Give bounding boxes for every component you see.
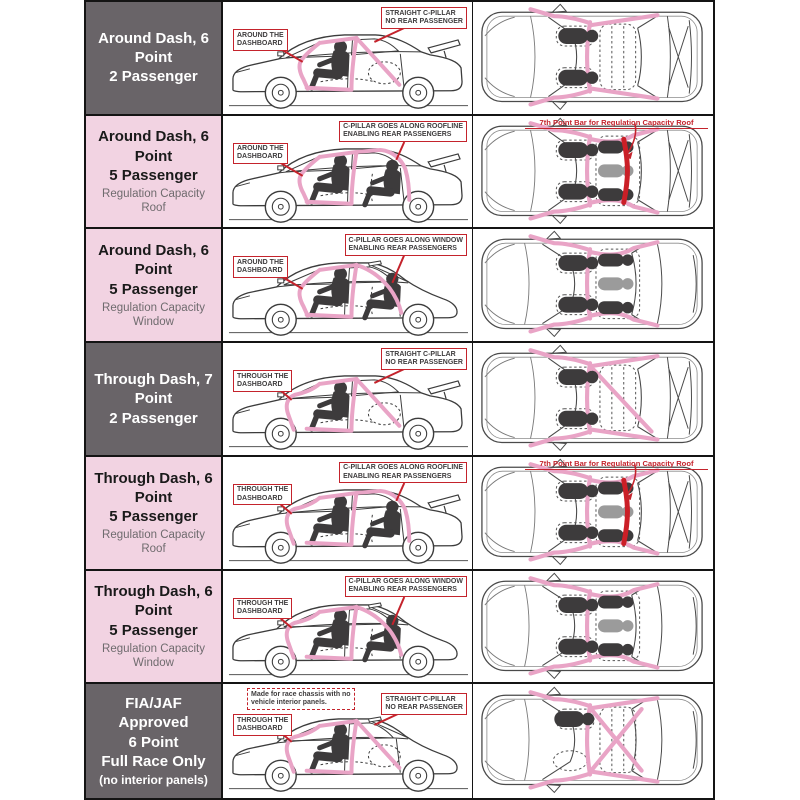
row-title-line1: FIA/JAF Approved: [118, 695, 189, 732]
cpillar-callout: [381, 348, 467, 370]
top-view-cell: [473, 343, 713, 455]
dashboard-callout-line2: DASHBOARD: [237, 39, 283, 47]
side-view-cell: [223, 571, 473, 683]
row-label: [86, 229, 223, 341]
top-view-car-diagram: [473, 684, 713, 798]
dashboard-callout: [233, 370, 292, 392]
row-title-line2: 5 Passenger: [109, 166, 198, 184]
row-title-line1: Through Dash, 6 Point: [94, 583, 213, 620]
race-chassis-note: [247, 688, 355, 710]
side-view-cell: [223, 343, 473, 455]
dashboard-callout-line2: DASHBOARD: [237, 608, 283, 616]
dashboard-callout: [233, 29, 288, 51]
row-label: [86, 457, 223, 569]
row-title-line2: 2 Passenger: [109, 68, 198, 86]
cpillar-callout-line2: ENABLING REAR PASSENGERS: [348, 586, 457, 594]
row-title-line2: 5 Passenger: [109, 280, 198, 298]
cpillar-callout-line2: ENABLING REAR PASSENGERS: [343, 131, 452, 139]
row-title-line1: Through Dash, 7 Point: [94, 371, 213, 408]
cpillar-callout-line2: NO REAR PASSENGER: [385, 704, 463, 712]
cpillar-callout-line2: ENABLING REAR PASSENGERS: [343, 472, 452, 480]
cpillar-callout-line1: STRAIGHT C-PILLAR: [385, 695, 456, 703]
cpillar-callout: [381, 693, 467, 715]
row-through-dash-6pt-5pass-roof: [86, 457, 713, 571]
dashboard-callout-line2: DASHBOARD: [237, 153, 283, 161]
cpillar-callout-line1: STRAIGHT C-PILLAR: [385, 350, 456, 358]
dashboard-callout: [233, 484, 292, 506]
cpillar-callout-line1: C-PILLAR GOES ALONG ROOFLINE: [343, 464, 463, 472]
cpillar-callout-line1: C-PILLAR GOES ALONG WINDOW: [348, 578, 463, 586]
cpillar-callout: [381, 7, 467, 29]
configuration-table: [84, 0, 715, 800]
race-chassis-note-line2: vehicle interior panels.: [251, 699, 327, 707]
dashboard-callout-line1: THROUGH THE: [237, 716, 289, 724]
dashboard-callout: [233, 714, 292, 736]
dashboard-callout: [233, 143, 288, 165]
top-view-car-diagram: [473, 343, 713, 455]
top-view-car-diagram: [473, 2, 713, 114]
dashboard-callout-line2: DASHBOARD: [237, 725, 283, 733]
row-title-line2: 5 Passenger: [109, 507, 198, 525]
row-subtitle: Regulation Capacity Roof: [102, 187, 205, 215]
top-view-cell: [473, 229, 713, 341]
row-label: [86, 571, 223, 683]
cpillar-callout: [345, 576, 467, 598]
row-label: [86, 343, 223, 455]
side-view-cell: [223, 2, 473, 114]
row-subtitle: Regulation Capacity Window: [102, 642, 205, 670]
cpillar-callout-line1: STRAIGHT C-PILLAR: [385, 9, 456, 17]
top-view-cell: [473, 684, 713, 798]
dashboard-callout-line2: DASHBOARD: [237, 494, 283, 502]
race-chassis-note-line1: Made for race chassis with no: [251, 690, 351, 698]
dashboard-callout: [233, 256, 288, 278]
cpillar-callout: [339, 462, 467, 484]
row-title-line2: 2 Passenger: [109, 409, 198, 427]
row-subtitle: (no interior panels): [99, 773, 208, 788]
cpillar-callout-line1: C-PILLAR GOES ALONG WINDOW: [348, 236, 463, 244]
row-fia-jaf-approved-6pt: [86, 684, 713, 798]
top-view-cell: [473, 571, 713, 683]
top-view-car-diagram: [473, 457, 713, 569]
dashboard-callout-line2: DASHBOARD: [237, 380, 283, 388]
dashboard-callout-line1: AROUND THE: [237, 31, 284, 39]
row-through-dash-6pt-5pass-window: [86, 571, 713, 685]
top-view-cell: [473, 116, 713, 228]
side-view-cell: [223, 684, 473, 798]
top-view-car-diagram: [473, 229, 713, 341]
row-around-dash-6pt-5pass-roof: [86, 116, 713, 230]
row-title-line1: Through Dash, 6 Point: [94, 469, 213, 506]
dashboard-callout: [233, 598, 292, 620]
side-view-cell: [223, 457, 473, 569]
seventh-point-annotation: 7th Point Bar for Regulation Capacity Roof: [525, 459, 708, 470]
cpillar-callout-line2: ENABLING REAR PASSENGERS: [348, 245, 457, 253]
side-view-cell: [223, 116, 473, 228]
seventh-point-annotation: 7th Point Bar for Regulation Capacity Roof: [525, 118, 708, 129]
cpillar-callout-line1: C-PILLAR GOES ALONG ROOFLINE: [343, 123, 463, 131]
cpillar-callout-line2: NO REAR PASSENGER: [385, 358, 463, 366]
row-label: [86, 684, 223, 798]
row-label: [86, 116, 223, 228]
cpillar-callout-line2: NO REAR PASSENGER: [385, 17, 463, 25]
top-view-car-diagram: [473, 116, 713, 228]
side-view-cell: [223, 229, 473, 341]
row-title-line1: Around Dash, 6 Point: [98, 30, 209, 67]
row-title-line1: Around Dash, 6 Point: [98, 242, 209, 279]
dashboard-callout-line1: THROUGH THE: [237, 486, 289, 494]
row-subtitle: Regulation Capacity Roof: [102, 529, 205, 556]
row-title-line2: 6 Point: [128, 733, 179, 751]
row-title-line1: Around Dash, 6 Point: [98, 128, 209, 165]
row-label: [86, 2, 223, 114]
row-through-dash-7pt-2pass: [86, 343, 713, 457]
row-around-dash-6pt-5pass-window: [86, 229, 713, 343]
top-view-cell: [473, 457, 713, 569]
top-view-cell: [473, 2, 713, 114]
top-view-car-diagram: [473, 571, 713, 683]
dashboard-callout-line1: AROUND THE: [237, 258, 284, 266]
row-title-line2: 5 Passenger: [109, 621, 198, 639]
cpillar-callout: [339, 121, 467, 143]
dashboard-callout-line1: AROUND THE: [237, 145, 284, 153]
dashboard-callout-line2: DASHBOARD: [237, 267, 283, 275]
row-subtitle: Regulation Capacity Window: [102, 301, 205, 329]
cpillar-callout: [345, 234, 467, 256]
dashboard-callout-line1: THROUGH THE: [237, 372, 289, 380]
row-around-dash-6pt-2pass: [86, 2, 713, 116]
dashboard-callout-line1: THROUGH THE: [237, 600, 289, 608]
row-title-line3: Full Race Only: [101, 752, 206, 770]
